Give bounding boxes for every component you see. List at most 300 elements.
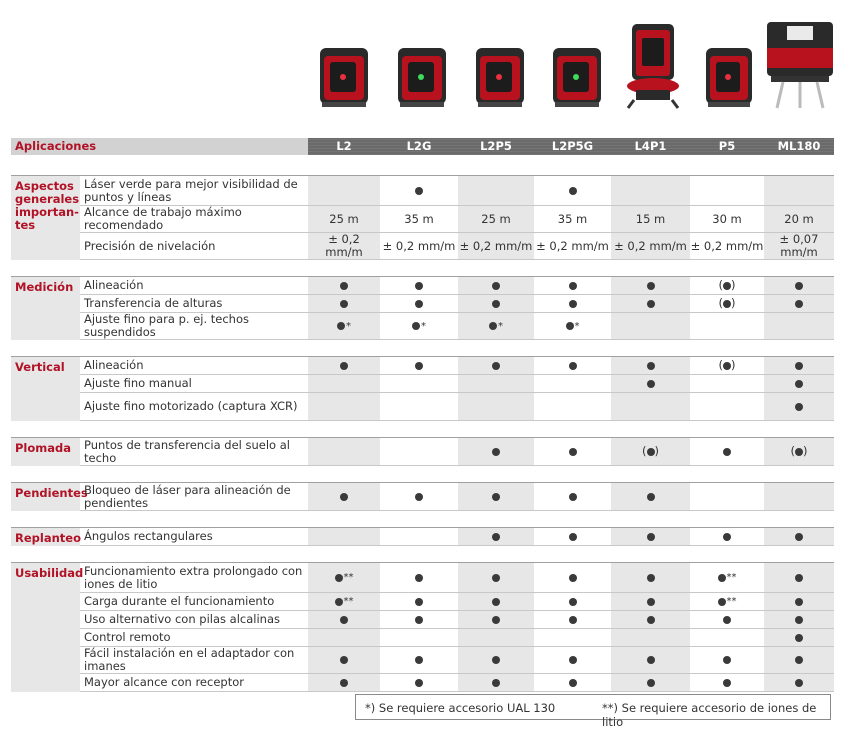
table-row (11, 295, 834, 313)
feature-label: Uso alternativo con pilas alcalinas (80, 611, 308, 629)
availability-mark: ( ) (718, 358, 736, 372)
cell-l2p5 (458, 674, 534, 692)
bullet-icon (569, 679, 577, 687)
gap-cell (11, 511, 834, 528)
bullet-icon (795, 616, 803, 624)
table-row (11, 629, 834, 647)
cell-ml180 (764, 357, 834, 375)
cell-l2p5 (458, 438, 534, 466)
bullet-icon (569, 574, 577, 582)
table-row (11, 357, 834, 375)
product-image-l2g (394, 44, 452, 110)
table-row (11, 611, 834, 629)
availability-mark (415, 296, 423, 310)
cell-l2p5 (458, 647, 534, 674)
cell-l2g (380, 674, 458, 692)
bullet-icon (647, 533, 655, 541)
cell-l2 (308, 593, 380, 611)
product-image-l2 (316, 44, 374, 110)
cell-l2g (380, 375, 458, 393)
availability-mark (492, 594, 500, 608)
footnote-mark: * (346, 320, 351, 332)
cell-l2g (380, 357, 458, 375)
availability-mark (647, 570, 655, 584)
cell-ml180 (764, 483, 834, 511)
availability-mark (569, 653, 577, 667)
cell-l2g (380, 438, 458, 466)
bullet-icon (340, 493, 348, 501)
cell-l2 (308, 528, 380, 546)
feature-label: Precisión de nivelación (80, 233, 308, 260)
cell-l4p1: 15 m (611, 206, 690, 233)
cell-ml180 (764, 438, 834, 466)
table-row (11, 233, 834, 260)
cell-l4p1 (611, 593, 690, 611)
product-image-l4p1 (622, 20, 684, 110)
cell-ml180 (764, 295, 834, 313)
legend-note-li-ion: **) Se requiere accesorio de iones de litio (602, 701, 817, 729)
availability-mark (492, 296, 500, 310)
bullet-icon (340, 300, 348, 308)
availability-mark (335, 594, 354, 608)
feature-label: Puntos de transferencia del suelo al techo (80, 438, 308, 466)
cell-ml180 (764, 674, 834, 692)
availability-mark (647, 594, 655, 608)
bullet-icon (647, 598, 655, 606)
gap-cell (11, 155, 834, 176)
cell-l2 (308, 375, 380, 393)
cell-l2 (308, 277, 380, 295)
availability-mark (795, 630, 803, 644)
bullet-icon (795, 634, 803, 642)
comparison-table (11, 138, 834, 692)
availability-mark (647, 376, 655, 390)
bullet-icon (647, 493, 655, 501)
bullet-icon (337, 322, 345, 330)
cell-l4p1 (611, 647, 690, 674)
cell-l2 (308, 313, 380, 340)
feature-label: Alineación (80, 357, 308, 375)
cell-p5 (690, 375, 764, 393)
cell-l2 (308, 176, 380, 206)
availability-mark (795, 675, 803, 689)
table-row (11, 277, 834, 295)
cell-l4p1 (611, 563, 690, 593)
availability-mark (647, 358, 655, 372)
section-medicion: Medición (11, 277, 80, 340)
bullet-icon (723, 448, 731, 456)
availability-mark (492, 612, 500, 626)
availability-mark (415, 358, 423, 372)
bullet-icon (718, 574, 726, 582)
bullet-icon (566, 322, 574, 330)
footnote-mark: ** (343, 572, 354, 583)
cell-l2 (308, 611, 380, 629)
availability-mark (723, 675, 731, 689)
bullet-icon (335, 574, 343, 582)
cell-l2p5g (534, 313, 611, 340)
bullet-icon (647, 574, 655, 582)
bullet-icon (492, 574, 500, 582)
cell-l2p5g: ± 0,2 mm/m (534, 233, 611, 260)
cell-l2p5g (534, 483, 611, 511)
bullet-icon (415, 598, 423, 606)
availability-mark (569, 489, 577, 503)
availability-mark: ( ) (642, 444, 659, 458)
bullet-icon (795, 282, 803, 290)
cell-l2p5 (458, 393, 534, 421)
gap-cell (11, 340, 834, 357)
feature-label: Alcance de trabajo máximo recomendado (80, 206, 308, 233)
cell-l2 (308, 295, 380, 313)
bullet-icon (569, 616, 577, 624)
cell-p5: ± 0,2 mm/m (690, 233, 764, 260)
footnote-mark: * (498, 320, 503, 332)
cell-ml180 (764, 563, 834, 593)
availability-mark (415, 489, 423, 503)
cell-l4p1 (611, 295, 690, 313)
cell-l2p5: 25 m (458, 206, 534, 233)
bullet-icon (795, 533, 803, 541)
availability-mark (340, 489, 348, 503)
availability-mark (340, 675, 348, 689)
header-product-l2: L2 (308, 138, 380, 155)
bullet-icon (415, 574, 423, 582)
bullet-icon (795, 656, 803, 664)
cell-l4p1 (611, 438, 690, 466)
footnote-mark: * (421, 320, 426, 332)
bullet-icon (795, 598, 803, 606)
availability-mark (795, 570, 803, 584)
availability-mark (647, 653, 655, 667)
cell-l2p5g (534, 277, 611, 295)
cell-p5 (690, 611, 764, 629)
bullet-icon (492, 533, 500, 541)
availability-mark (569, 358, 577, 372)
feature-label: Bloqueo de láser para alineación de pendientes (80, 483, 308, 511)
availability-mark (492, 675, 500, 689)
cell-p5 (690, 176, 764, 206)
table-row (11, 176, 834, 206)
bullet-icon (795, 679, 803, 687)
feature-label: Transferencia de alturas (80, 295, 308, 313)
cell-ml180: 20 m (764, 206, 834, 233)
cell-p5 (690, 593, 764, 611)
bullet-icon (795, 448, 803, 456)
bullet-icon (492, 448, 500, 456)
cell-l4p1 (611, 611, 690, 629)
cell-l2g (380, 313, 458, 340)
bullet-icon (415, 362, 423, 370)
cell-l2p5g (534, 295, 611, 313)
availability-mark (340, 296, 348, 310)
cell-ml180 (764, 611, 834, 629)
availability-mark (795, 529, 803, 543)
availability-mark (415, 612, 423, 626)
cell-ml180 (764, 277, 834, 295)
availability-mark (492, 489, 500, 503)
cell-l4p1 (611, 176, 690, 206)
availability-mark (492, 529, 500, 543)
section-gap (11, 466, 834, 483)
availability-mark (569, 296, 577, 310)
bullet-icon (569, 282, 577, 290)
bullet-icon (340, 282, 348, 290)
product-image-l2p5 (472, 44, 530, 110)
availability-mark (566, 319, 580, 333)
bullet-icon (492, 679, 500, 687)
cell-l2 (308, 647, 380, 674)
cell-l2 (308, 629, 380, 647)
bullet-icon (492, 362, 500, 370)
bullet-icon (723, 362, 731, 370)
bullet-icon (569, 493, 577, 501)
cell-l2 (308, 483, 380, 511)
availability-mark (492, 444, 500, 458)
cell-l4p1 (611, 483, 690, 511)
cell-l2: 25 m (308, 206, 380, 233)
cell-l4p1 (611, 393, 690, 421)
cell-l2p5g (534, 611, 611, 629)
cell-p5 (690, 277, 764, 295)
legend-note-ual130: *) Se requiere accesorio UAL 130 (365, 701, 556, 715)
cell-l2g (380, 611, 458, 629)
product-image-ml180 (763, 18, 837, 110)
section-replanteo: Replanteo (11, 528, 80, 546)
availability-mark (723, 529, 731, 543)
feature-label: Ajuste fino motorizado (captura XCR) (80, 393, 308, 421)
cell-p5 (690, 528, 764, 546)
availability-mark (337, 319, 351, 333)
bullet-icon (723, 300, 731, 308)
cell-l2p5g (534, 357, 611, 375)
table-row (11, 647, 834, 674)
availability-mark (569, 594, 577, 608)
cell-ml180 (764, 629, 834, 647)
cell-l2 (308, 438, 380, 466)
bullet-icon (492, 282, 500, 290)
availability-mark (569, 570, 577, 584)
feature-label: Láser verde para mejor visibilidad de puntos y líneas (80, 176, 308, 206)
section-gap (11, 260, 834, 277)
header-product-p5: P5 (690, 138, 764, 155)
availability-mark (415, 594, 423, 608)
header-product-l2p5g: L2P5G (534, 138, 611, 155)
feature-label: Ángulos rectangulares (80, 528, 308, 546)
header-row (11, 138, 834, 155)
cell-l4p1: ± 0,2 mm/m (611, 233, 690, 260)
cell-l2p5 (458, 528, 534, 546)
bullet-icon (647, 282, 655, 290)
cell-l2p5 (458, 593, 534, 611)
table-row (11, 438, 834, 466)
availability-mark (795, 653, 803, 667)
availability-mark (492, 278, 500, 292)
feature-label: Mayor alcance con receptor (80, 674, 308, 692)
feature-label: Carga durante el funcionamiento (80, 593, 308, 611)
cell-ml180 (764, 647, 834, 674)
bullet-icon (335, 598, 343, 606)
cell-l2g (380, 528, 458, 546)
availability-mark (492, 653, 500, 667)
availability-mark (795, 278, 803, 292)
cell-l4p1 (611, 277, 690, 295)
header-product-ml180: ML180 (764, 138, 834, 155)
availability-mark (340, 612, 348, 626)
footnote-mark: ** (726, 572, 737, 583)
bullet-icon (723, 616, 731, 624)
cell-p5 (690, 295, 764, 313)
cell-l2p5 (458, 313, 534, 340)
bullet-icon (647, 380, 655, 388)
section-gap (11, 546, 834, 563)
cell-l2p5: ± 0,2 mm/m (458, 233, 534, 260)
availability-mark (569, 278, 577, 292)
product-images (0, 0, 850, 136)
bullet-icon (647, 679, 655, 687)
bullet-icon (647, 362, 655, 370)
bullet-icon (492, 616, 500, 624)
cell-l2 (308, 563, 380, 593)
table-row (11, 393, 834, 421)
header-category: Aplicaciones (11, 138, 308, 155)
cell-l4p1 (611, 674, 690, 692)
cell-l2p5g (534, 563, 611, 593)
bullet-icon (718, 598, 726, 606)
cell-l2g (380, 176, 458, 206)
table-row (11, 674, 834, 692)
cell-l2p5 (458, 629, 534, 647)
cell-p5: 30 m (690, 206, 764, 233)
bullet-icon (569, 187, 577, 195)
bullet-icon (569, 300, 577, 308)
availability-mark (335, 570, 354, 584)
cell-l2p5g (534, 438, 611, 466)
availability-mark (569, 183, 577, 197)
bullet-icon (569, 448, 577, 456)
bullet-icon (723, 533, 731, 541)
cell-l2g (380, 593, 458, 611)
gap-cell (11, 466, 834, 483)
cell-l2p5g (534, 393, 611, 421)
table-row (11, 483, 834, 511)
bullet-icon (415, 282, 423, 290)
availability-mark (492, 358, 500, 372)
availability-mark (489, 319, 503, 333)
footnote-mark: ** (726, 596, 737, 607)
availability-mark (569, 444, 577, 458)
availability-mark (723, 653, 731, 667)
availability-mark (647, 675, 655, 689)
cell-l2p5g (534, 593, 611, 611)
cell-l2g (380, 647, 458, 674)
cell-l2p5 (458, 295, 534, 313)
cell-ml180 (764, 593, 834, 611)
table-row (11, 313, 834, 340)
availability-mark (723, 444, 731, 458)
bullet-icon (723, 282, 731, 290)
bullet-icon (489, 322, 497, 330)
bullet-icon (340, 656, 348, 664)
bullet-icon (795, 574, 803, 582)
availability-mark (569, 529, 577, 543)
availability-mark (723, 612, 731, 626)
availability-mark (569, 675, 577, 689)
cell-ml180 (764, 176, 834, 206)
bullet-icon (412, 322, 420, 330)
cell-ml180: ± 0,07 mm/m (764, 233, 834, 260)
header-product-l2g: L2G (380, 138, 458, 155)
cell-l2 (308, 674, 380, 692)
availability-mark (415, 278, 423, 292)
bullet-icon (795, 380, 803, 388)
feature-label: Control remoto (80, 629, 308, 647)
cell-p5 (690, 393, 764, 421)
bullet-icon (492, 493, 500, 501)
cell-l2g (380, 629, 458, 647)
bullet-icon (569, 656, 577, 664)
availability-mark (795, 399, 803, 413)
cell-l2p5 (458, 483, 534, 511)
availability-mark (415, 183, 423, 197)
header-product-l2p5: L2P5 (458, 138, 534, 155)
availability-mark (492, 570, 500, 584)
bullet-icon (340, 679, 348, 687)
header-product-l4p1: L4P1 (611, 138, 690, 155)
bullet-icon (795, 362, 803, 370)
bullet-icon (415, 493, 423, 501)
cell-p5 (690, 674, 764, 692)
cell-ml180 (764, 375, 834, 393)
cell-l2p5g (534, 375, 611, 393)
availability-mark: ( ) (790, 444, 808, 458)
availability-mark (795, 594, 803, 608)
gap-cell (11, 260, 834, 277)
section-gap (11, 511, 834, 528)
cell-p5 (690, 357, 764, 375)
cell-ml180 (764, 313, 834, 340)
bullet-icon (647, 300, 655, 308)
feature-label: Alineación (80, 277, 308, 295)
cell-ml180 (764, 393, 834, 421)
cell-l2g (380, 277, 458, 295)
bullet-icon (723, 656, 731, 664)
cell-l2p5 (458, 375, 534, 393)
availability-mark (795, 358, 803, 372)
cell-l4p1 (611, 313, 690, 340)
feature-label: Ajuste fino manual (80, 375, 308, 393)
cell-l2g: ± 0,2 mm/m (380, 233, 458, 260)
bullet-icon (647, 616, 655, 624)
availability-mark (647, 612, 655, 626)
availability-mark (647, 296, 655, 310)
cell-l2p5 (458, 563, 534, 593)
cell-l2g (380, 295, 458, 313)
cell-l2p5 (458, 277, 534, 295)
bullet-icon (795, 300, 803, 308)
availability-mark (795, 612, 803, 626)
cell-p5 (690, 313, 764, 340)
cell-l2p5g (534, 629, 611, 647)
availability-mark (795, 376, 803, 390)
table-row (11, 206, 834, 233)
cell-l2 (308, 357, 380, 375)
availability-mark (340, 358, 348, 372)
legend-box (355, 694, 831, 729)
availability-mark (718, 570, 737, 584)
availability-mark (647, 278, 655, 292)
availability-mark: ( ) (718, 296, 736, 310)
